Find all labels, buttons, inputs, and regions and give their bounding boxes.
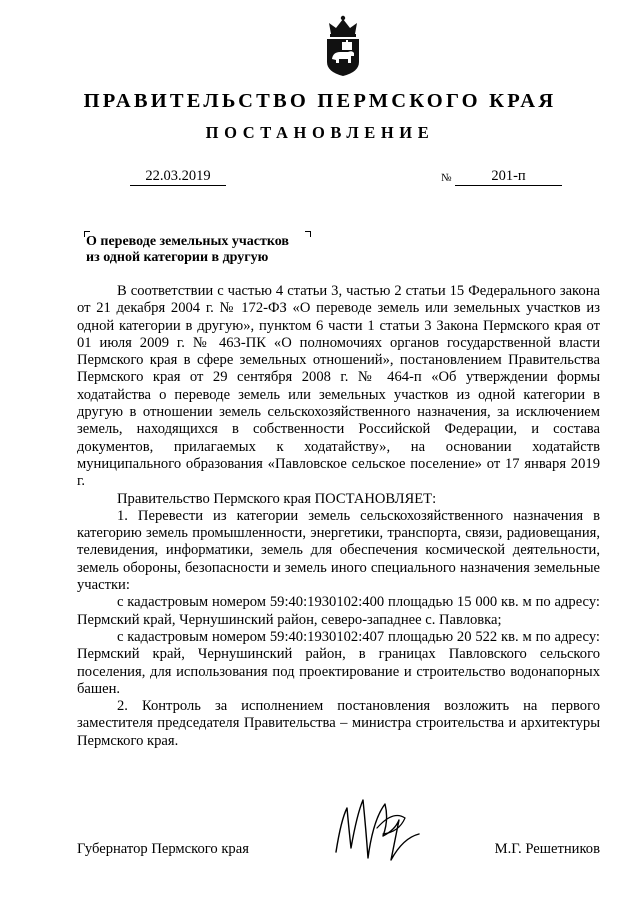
signatory-name: М.Г. Решетников xyxy=(494,841,600,857)
resolution-paragraph: Правительство Пермского края ПОСТАНОВЛЯЕТ: xyxy=(117,490,437,507)
clause-1-paragraph: 1. Перевести из категории земель сельскохозяйственного назначения в категорию земель промышленности, энергетики, транспорта, связи, радиовещания, телевидения, информатики, земель для обеспечения космической деятельности, земель обороны, безопасности и земель иного специального назначения земельные участки: xyxy=(77,507,600,594)
signatory-position: Губернатор Пермского края xyxy=(77,841,249,857)
preamble-paragraph: В соответствии с частью 4 статьи 3, частью 2 статьи 15 Федерального закона от 21 декабря 2004 г. № 172-ФЗ «О переводе земель или земельных участков из одной категории в другую», пунктом 6 части 1 статьи 3 Закона Пермского края от 01 июля 2009 г. № 463-ПК «О полномочиях органов государственной власти Пермского края в сфере земельных отношений», постановлением Правительства Пермского края от 29 сентября 2008 г. № 464-п «Об утверждении формы ходатайства о переводе земель или земельных участков из одной категории в другую в отношении земель сельскохозяйственного назначения, за исключением земель, находящихся в собственности Российской Федерации, и состава документов, прилагаемых к ходатайству», на основании ходатайств муниципального образования «Павловское сельское поселение» от 17 января 2019 г. xyxy=(77,283,600,490)
subject-line-2: из одной категории в другую xyxy=(86,250,269,265)
plot-400-paragraph: с кадастровым номером 59:40:1930102:400 площадью 15 000 кв. м по адресу: Пермский край, Чернушинский район, северо-западнее с. Павловка; xyxy=(77,594,600,628)
coat-of-arms-emblem xyxy=(323,14,363,78)
government-title: ПРАВИТЕЛЬСТВО ПЕРМСКОГО КРАЯ xyxy=(83,90,557,112)
number-label: № xyxy=(441,172,452,184)
document-date: 22.03.2019 xyxy=(130,168,226,186)
document-type: ПОСТАНОВЛЕНИЕ xyxy=(205,123,435,142)
subject-line-1: О переводе земельных участков xyxy=(86,234,289,249)
document-number: 201-п xyxy=(455,168,562,186)
document-subject xyxy=(86,234,289,266)
subject-corner-right xyxy=(305,231,311,237)
plot-407-paragraph: с кадастровым номером 59:40:1930102:407 площадью 20 522 кв. м по адресу: Пермский край, Чернушинский район, в границах Павловского сельского поселения, для использования под проектирование и строительство водонапорных башен. xyxy=(77,628,600,697)
document-body xyxy=(77,283,600,750)
handwritten-signature xyxy=(333,790,428,872)
clause-2-paragraph: 2. Контроль за исполнением постановления возложить на первого заместителя председателя Правительства – министра строительства и архитектуры Пермского края. xyxy=(77,698,600,749)
